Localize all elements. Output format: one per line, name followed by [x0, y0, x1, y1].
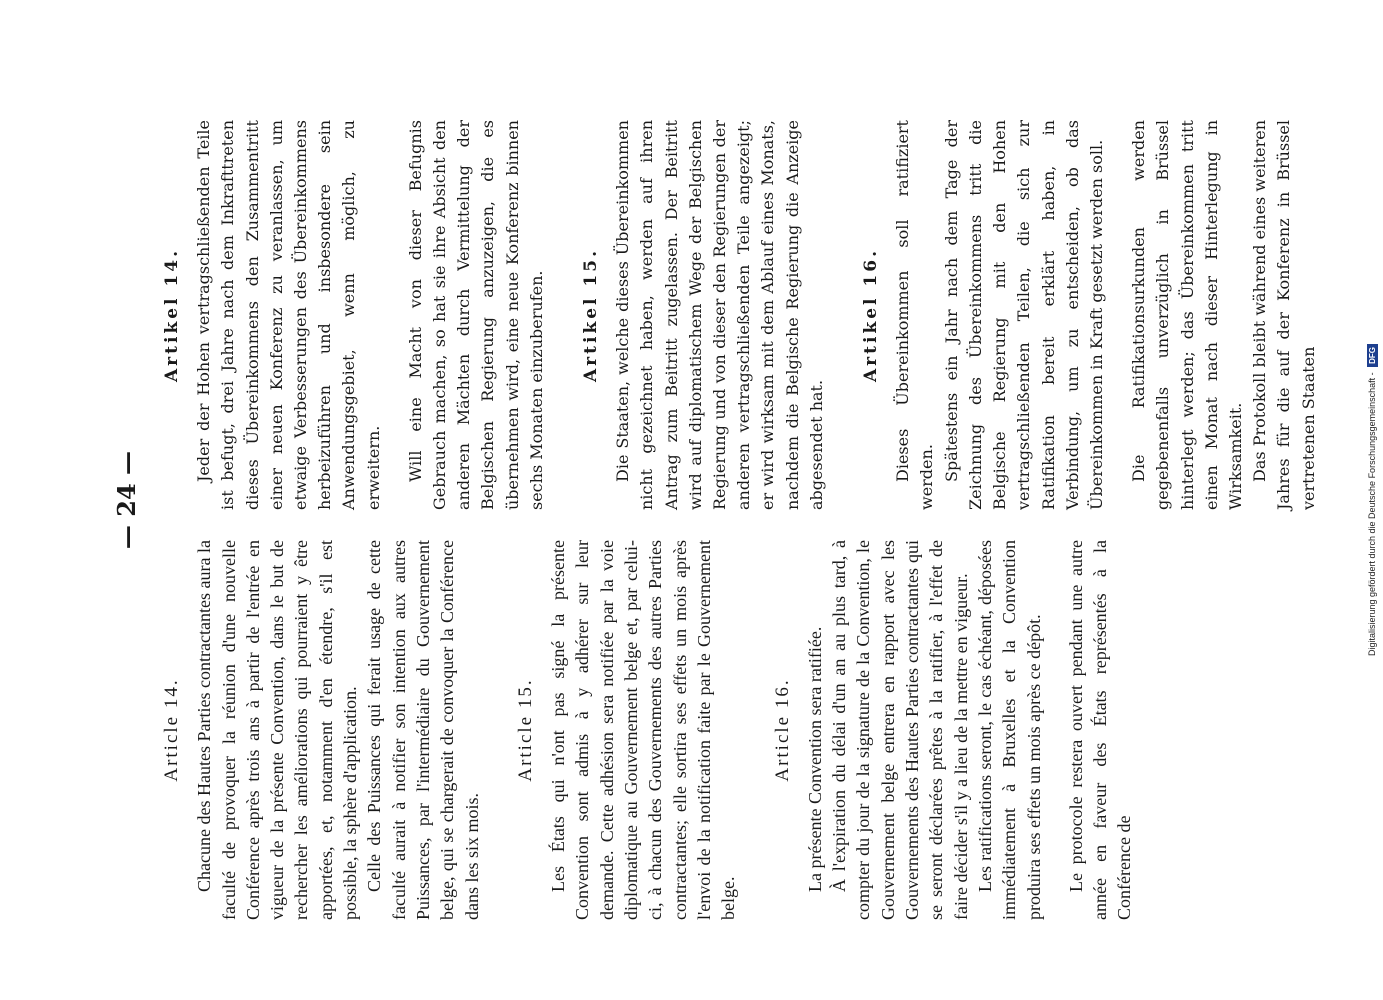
de-artikel-16-para-4: Das Protokoll bleibt während eines weiteren Jahres für die auf der Konferenz in Brüssel vertretenen Staaten: [1250, 120, 1318, 510]
french-column: [160, 540, 1167, 920]
fr-article-15: [514, 540, 741, 920]
fr-article-16-para-3: Les ratifications seront, le cas échéant, déposées immédiatement à Bruxelles et la Convention produira ses effets un mois après ce dépôt.: [974, 540, 1044, 920]
fr-article-14-para-2: Celle des Puissances qui ferait usage de cette faculté aurait à notifier son intention aux autres Puissances, par l'intermédiaire du Gouvernement belge, qui se chargerait de convoquer la Conférence dans les six mois.: [364, 540, 482, 920]
de-artikel-15: [579, 120, 829, 510]
de-artikel-15-heading: Artikel 15.: [581, 248, 602, 383]
fr-article-14: [160, 540, 484, 920]
de-artikel-14-para-2: Will eine Macht von dieser Befugnis Gebrauch machen, so hat sie ihre Absicht den anderen Mächten durch Vermittelung der Belgischen Regierung anzuzeigen, die es übernehmen wird, eine neue Konferenz binnen sechs Monaten einzuberufen.: [405, 120, 546, 510]
dfg-logo: DFG: [1367, 344, 1378, 367]
fr-article-16: [771, 540, 1137, 920]
de-artikel-16: [859, 120, 1321, 510]
german-column: [160, 120, 1351, 510]
de-artikel-14-para-1: Jeder der Hohen vertragschließenden Teile ist befugt, drei Jahre nach dem Inkrafttreten dieses Übereinkommens den Zusammentritt einer neuen Konferenz zu veranlassen, um etwaige Verbesserungen des Übereinkommens herbeizuführen und insbesondere sein Anwendungsgebiet, wenn möglich, zu erweitern.: [194, 120, 383, 510]
fr-article-16-heading: Article 16.: [771, 678, 793, 782]
page-number: — 24 —: [112, 450, 141, 550]
de-artikel-15-para-1: Die Staaten, welche dieses Übereinkommen nicht gezeichnet haben, werden auf ihren Antrag zum Beitritt zugelassen. Der Beitritt wird auf diplomatischem Wege der Belgischen Regierung und von dieser den Regierungen der anderen vertragschließenden Teile angezeigt; er wird wirksam mit dem Ablauf eines Monats, nachdem die Belgische Regierung die Anzeige abgesendet hat.: [613, 120, 826, 510]
fr-article-16-para-4: Le protocole restera ouvert pendant une autre année en faveur des États représentés à la Conférence de: [1065, 540, 1135, 920]
de-artikel-16-para-3: Die Ratifikationsurkunden werden gegebenenfalls unverzüglich in Brüssel hinterlegt werden; das Übereinkommen tritt einen Monat nach dieser Hinterlegung in Wirksamkeit.: [1129, 120, 1245, 510]
de-artikel-16-para-2: Spätestens ein Jahr nach dem Tage der Zeichnung des Übereinkommens tritt die Belgische Regierung mit den Hohen vertragschließenden Teilen, die sich zur Ratifikation bereit erklärt haben, in Verbindung, um zu entscheiden, ob das Übereinkommen in Kraft gesetzt werden soll.: [941, 120, 1106, 510]
digitization-credit: [1367, 0, 1378, 1000]
fr-article-16-para-2: À l'expiration du délai d'un an au plus tard, à compter du jour de la signature de la Convention, le Gouvernement belge entrera en rapport avec les Gouvernements des Hautes Parties contractantes qui se seront déclarées prêtes à la ratifier, à l'effet de faire décider s'il y a lieu de la mettre en vigueur.: [829, 540, 971, 920]
credit-text: Digitalisierung gefördert durch die Deutsche Forschungsgemeinschaft -: [1367, 372, 1377, 657]
de-artikel-16-heading: Artikel 16.: [861, 248, 882, 383]
fr-article-14-heading: Article 14.: [161, 678, 182, 782]
de-artikel-16-para-1: Dieses Übereinkommen soll ratifiziert werden.: [893, 120, 937, 510]
fr-article-15-heading: Article 15.: [514, 678, 536, 782]
de-artikel-14: [160, 120, 549, 510]
fr-article-16-para-1: La présente Convention sera ratifiée.: [804, 626, 825, 892]
fr-article-15-para-1: Les États qui n'ont pas signé la présente Convention sont admis à y adhérer sur leur demande. Cette adhésion sera notifiée par la voie diplomatique au Gouvernement belge et, par celui-ci, à chacun des Gouvernements des autres Parties contractantes; elle sortira ses effets un mois après l'envoi de la notification faite par le Gouvernement belge.: [548, 540, 739, 920]
de-artikel-14-heading: Artikel 14.: [162, 248, 182, 383]
fr-article-14-para-1: Chacune des Hautes Parties contractantes aura la faculté de provoquer la réunion d'une nouvelle Conférence après trois ans à partir de l'entrée en vigueur de la présente Convention, dans le but de rechercher les améliorations qui pourraient y être apportées, et, notamment d'en étendre, s'il est possible, la sphère d'application.: [194, 540, 361, 920]
